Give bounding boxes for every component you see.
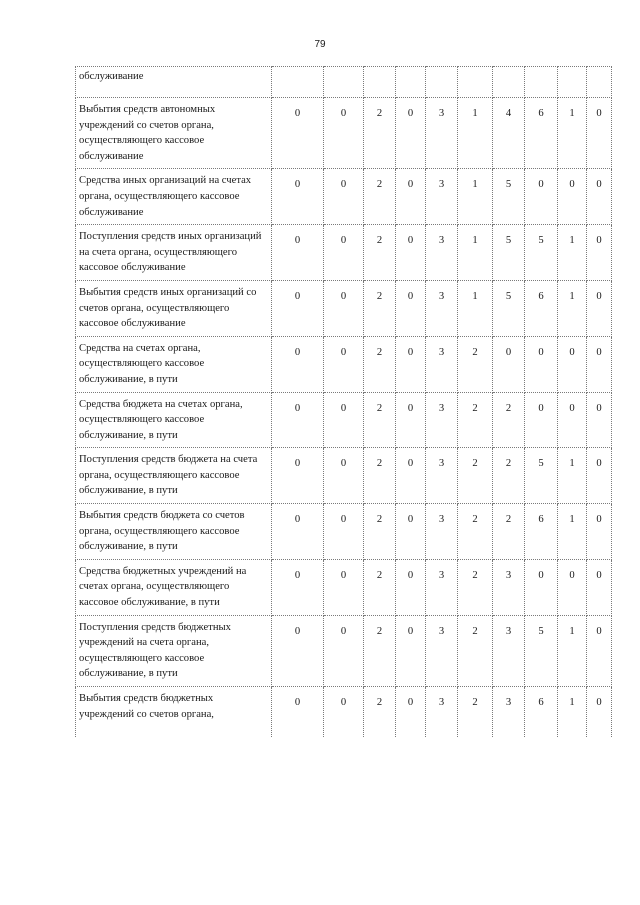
code-digit-cell: 3 — [426, 336, 458, 392]
code-digit-cell: 5 — [493, 225, 525, 281]
code-digit-cell: 5 — [525, 615, 558, 686]
code-digit-cell: 1 — [458, 98, 493, 169]
table-row — [76, 615, 612, 686]
code-digit-cell: 0 — [324, 615, 364, 686]
table-row — [76, 98, 612, 169]
code-digit-cell: 1 — [558, 504, 587, 560]
code-digit-cell: 5 — [525, 448, 558, 504]
code-digit-cell: 0 — [324, 280, 364, 336]
code-digit-cell: 3 — [426, 559, 458, 615]
code-digit-cell: 5 — [525, 225, 558, 281]
table-row — [76, 336, 612, 392]
code-digit-cell: 0 — [324, 559, 364, 615]
table-row — [76, 225, 612, 281]
code-digit-cell: 3 — [493, 615, 525, 686]
row-label: Выбытия средств бюджетных учреждений со счетов органа, — [76, 687, 272, 738]
code-digit-cell — [426, 67, 458, 98]
code-digit-cell: 2 — [458, 336, 493, 392]
code-digit-cell: 3 — [426, 169, 458, 225]
code-digit-cell: 2 — [493, 448, 525, 504]
code-digit-cell: 2 — [364, 392, 396, 448]
code-digit-cell: 0 — [272, 615, 324, 686]
code-digit-cell: 1 — [558, 448, 587, 504]
code-digit-cell: 0 — [324, 504, 364, 560]
code-digit-cell: 3 — [493, 559, 525, 615]
code-digit-cell: 1 — [558, 615, 587, 686]
code-digit-cell: 5 — [493, 280, 525, 336]
code-digit-cell: 0 — [272, 504, 324, 560]
row-label: Средства бюджета на счетах органа, осуществляющего кассовое обслуживание, в пути — [76, 392, 272, 448]
code-digit-cell: 0 — [272, 336, 324, 392]
code-digit-cell: 2 — [364, 280, 396, 336]
code-digit-cell: 2 — [364, 225, 396, 281]
code-digit-cell: 4 — [493, 98, 525, 169]
code-digit-cell: 2 — [364, 615, 396, 686]
code-digit-cell: 3 — [426, 392, 458, 448]
code-digit-cell: 1 — [458, 169, 493, 225]
code-digit-cell: 0 — [493, 336, 525, 392]
code-digit-cell: 0 — [324, 98, 364, 169]
code-digit-cell: 2 — [364, 448, 396, 504]
code-digit-cell: 6 — [525, 280, 558, 336]
code-digit-cell: 1 — [458, 280, 493, 336]
code-digit-cell: 2 — [458, 504, 493, 560]
code-digit-cell: 0 — [587, 169, 612, 225]
code-digit-cell: 0 — [396, 687, 426, 738]
row-label: Выбытия средств автономных учреждений со счетов органа, осуществляющего кассовое обслуживание — [76, 98, 272, 169]
row-label: Поступления средств бюджетных учреждений на счета органа, осуществляющего кассовое обслуживание, в пути — [76, 615, 272, 686]
table-row — [76, 687, 612, 738]
code-digit-cell: 0 — [396, 448, 426, 504]
code-digit-cell: 2 — [364, 169, 396, 225]
code-digit-cell: 0 — [324, 687, 364, 738]
code-digit-cell: 0 — [525, 336, 558, 392]
code-digit-cell: 3 — [426, 280, 458, 336]
code-digit-cell — [493, 67, 525, 98]
table-row — [76, 67, 612, 98]
table-row — [76, 392, 612, 448]
code-digit-cell: 0 — [396, 336, 426, 392]
code-digit-cell: 0 — [587, 448, 612, 504]
row-label: Поступления средств иных организаций на счета органа, осуществляющего кассовое обслуживание — [76, 225, 272, 281]
code-digit-cell: 0 — [272, 98, 324, 169]
code-digit-cell: 0 — [587, 336, 612, 392]
row-label: обслуживание — [76, 67, 272, 98]
row-label: Выбытия средств бюджета со счетов органа, осуществляющего кассовое обслуживание, в пути — [76, 504, 272, 560]
code-digit-cell: 2 — [364, 559, 396, 615]
code-digit-cell: 0 — [324, 448, 364, 504]
code-digit-cell: 0 — [396, 504, 426, 560]
code-digit-cell — [587, 67, 612, 98]
table-row — [76, 448, 612, 504]
row-label: Средства на счетах органа, осуществляющего кассовое обслуживание, в пути — [76, 336, 272, 392]
code-digit-cell: 0 — [396, 615, 426, 686]
table-row — [76, 559, 612, 615]
code-digit-cell: 0 — [396, 559, 426, 615]
code-digit-cell: 3 — [426, 504, 458, 560]
code-digit-cell: 0 — [558, 169, 587, 225]
code-digit-cell: 3 — [426, 98, 458, 169]
code-digit-cell: 0 — [558, 559, 587, 615]
code-digit-cell: 0 — [272, 280, 324, 336]
row-label: Средства бюджетных учреждений на счетах органа, осуществляющего кассовое обслуживание, в пути — [76, 559, 272, 615]
code-digit-cell: 3 — [426, 225, 458, 281]
row-label: Поступления средств бюджета на счета органа, осуществляющего кассовое обслуживание, в пути — [76, 448, 272, 504]
code-digit-cell — [396, 67, 426, 98]
code-digit-cell: 0 — [272, 392, 324, 448]
table-row — [76, 280, 612, 336]
code-digit-cell: 0 — [587, 687, 612, 738]
code-digit-cell — [458, 67, 493, 98]
code-digit-cell: 0 — [272, 448, 324, 504]
code-digit-cell: 2 — [364, 504, 396, 560]
code-digit-cell: 0 — [396, 169, 426, 225]
code-digit-cell: 0 — [324, 169, 364, 225]
code-digit-cell: 0 — [324, 392, 364, 448]
code-digit-cell: 0 — [558, 336, 587, 392]
code-digit-cell: 0 — [587, 504, 612, 560]
code-digit-cell — [558, 67, 587, 98]
code-digit-cell: 0 — [587, 392, 612, 448]
code-digit-cell: 0 — [587, 559, 612, 615]
code-digit-cell: 0 — [587, 225, 612, 281]
code-digit-cell: 0 — [396, 280, 426, 336]
code-digit-cell: 2 — [458, 392, 493, 448]
code-digit-cell: 2 — [364, 336, 396, 392]
table-body — [76, 67, 612, 738]
code-digit-cell: 2 — [493, 392, 525, 448]
code-digit-cell: 3 — [426, 615, 458, 686]
code-digit-cell: 3 — [493, 687, 525, 738]
code-digit-cell: 0 — [525, 392, 558, 448]
table-row — [76, 504, 612, 560]
code-digit-cell: 0 — [587, 280, 612, 336]
code-digit-cell — [525, 67, 558, 98]
code-digit-cell: 0 — [272, 559, 324, 615]
code-digit-cell: 0 — [558, 392, 587, 448]
code-digit-cell — [364, 67, 396, 98]
code-digit-cell: 2 — [364, 98, 396, 169]
code-digit-cell: 0 — [272, 169, 324, 225]
code-digit-cell: 1 — [558, 225, 587, 281]
code-digit-cell: 2 — [364, 687, 396, 738]
code-digit-cell: 0 — [396, 98, 426, 169]
code-digit-cell: 2 — [458, 559, 493, 615]
code-digit-cell: 6 — [525, 687, 558, 738]
code-digit-cell: 0 — [396, 392, 426, 448]
code-digit-cell: 0 — [525, 559, 558, 615]
code-digit-cell: 1 — [458, 225, 493, 281]
code-digit-cell: 0 — [396, 225, 426, 281]
code-digit-cell: 1 — [558, 280, 587, 336]
page-number: 79 — [314, 39, 326, 50]
code-digit-cell: 0 — [587, 98, 612, 169]
code-digit-cell: 0 — [324, 336, 364, 392]
row-label: Выбытия средств иных организаций со счетов органа, осуществляющего кассовое обслуживание — [76, 280, 272, 336]
code-digit-cell: 3 — [426, 687, 458, 738]
code-digit-cell: 2 — [458, 687, 493, 738]
code-digit-cell: 2 — [458, 448, 493, 504]
code-digit-cell: 6 — [525, 504, 558, 560]
code-digit-cell: 6 — [525, 98, 558, 169]
table-row — [76, 169, 612, 225]
code-digit-cell: 1 — [558, 687, 587, 738]
code-digit-cell: 1 — [558, 98, 587, 169]
row-label: Средства иных организаций на счетах органа, осуществляющего кассовое обслуживание — [76, 169, 272, 225]
code-digit-cell: 2 — [458, 615, 493, 686]
code-digit-cell: 0 — [272, 225, 324, 281]
code-digit-cell: 0 — [272, 687, 324, 738]
code-digit-cell: 0 — [525, 169, 558, 225]
code-digit-cell: 2 — [493, 504, 525, 560]
code-digit-cell: 5 — [493, 169, 525, 225]
account-codes-table — [75, 66, 612, 737]
code-digit-cell — [272, 67, 324, 98]
code-digit-cell: 3 — [426, 448, 458, 504]
code-digit-cell: 0 — [324, 225, 364, 281]
code-digit-cell — [324, 67, 364, 98]
code-digit-cell: 0 — [587, 615, 612, 686]
